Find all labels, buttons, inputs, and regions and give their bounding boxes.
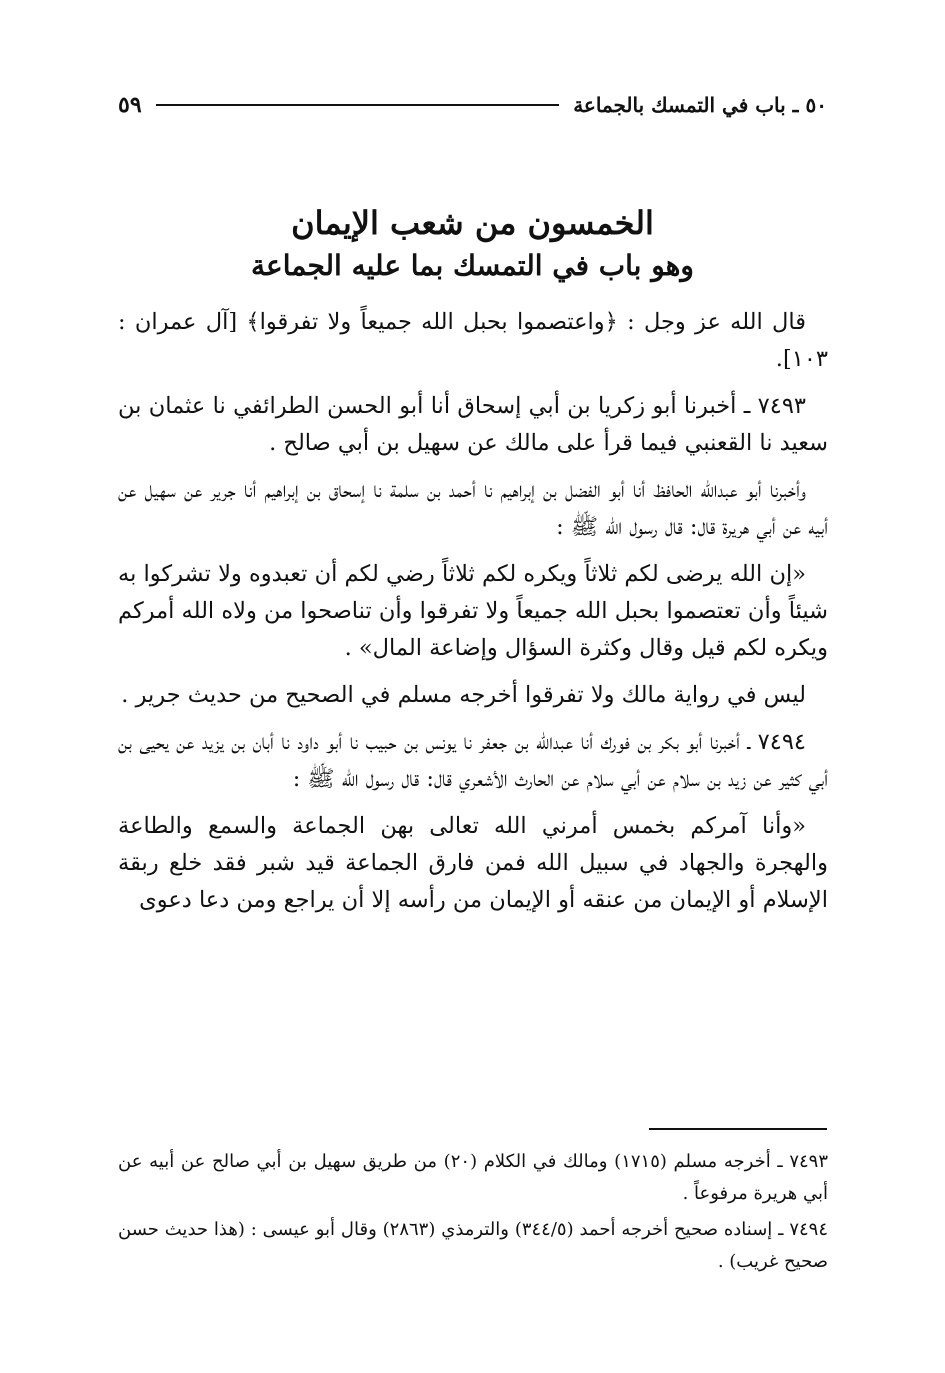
header-rule bbox=[156, 104, 560, 106]
main-title: الخمسون من شعب الإيمان bbox=[291, 204, 654, 242]
footnote: ٧٤٩٤ ـ إسناده صحيح أخرجه أحمد (٣٤٤/٥) والترمذي (٢٨٦٣) وقال أبو عيسى : (هذا حديث حسن صحيح غريب) . bbox=[118, 1219, 828, 1272]
paragraph: ليس في رواية مالك ولا تفرقوا أخرجه مسلم في الصحيح من حديث جرير . bbox=[121, 682, 806, 708]
section-titles bbox=[118, 200, 827, 286]
paragraph: قال الله عز وجل : ﴿واعتصموا بحبل الله جميعاً ولا تفرقوا﴾ [آل عمران : ١٠٣]. bbox=[118, 309, 828, 372]
chapter-title: ٥٠ ـ باب في التمسك بالجماعة bbox=[573, 93, 827, 117]
body-text bbox=[118, 304, 828, 929]
running-header bbox=[118, 88, 827, 122]
footnote-separator bbox=[649, 1128, 827, 1130]
paragraph: وأخبرنا أبو عبدالله الحافظ أنا أبو الفضل بن إبراهيم نا أحمد بن سلمة نا إسحاق بن إبراهيم أنا جرير عن سهيل عن أبيه عن أبي هريرة قال: قال رسول الله ﷺ : bbox=[118, 477, 828, 540]
paragraph: «وأنا آمركم بخمس أمرني الله تعالى بهن الجماعة والسمع والطاعة والهجرة والجهاد في سبيل الله فمن فارق الجماعة قيد شبر فقد خلع ربقة الإسلام أو الإيمان من عنقه أو الإيمان من رأسه إلا أن يراجع ومن دعا دعوى bbox=[118, 813, 828, 913]
paragraph: ٧٤٩٣ ـ أخبرنا أبو زكريا بن أبي إسحاق أنا أبو الحسن الطرائفي نا عثمان بن سعيد نا القعنبي فيما قرأ على مالك عن سهيل بن أبي صالح . bbox=[118, 393, 828, 456]
sub-title: وهو باب في التمسك بما عليه الجماعة bbox=[251, 249, 694, 282]
page-number: ٥٩ bbox=[118, 92, 142, 118]
paragraph: ٧٤٩٤ ـ أخبرنا أبو بكر بن فورك أنا عبدالله بن جعفر نا يونس بن حبيب نا أبو داود نا أبان بن يزيد عن يحيى بن أبي كثير عن زيد بن سلام عن أبي سلام عن الحارث الأشعري قال: قال رسول الله ﷺ : bbox=[118, 729, 828, 792]
paragraph: «إن الله يرضى لكم ثلاثاً ويكره لكم ثلاثاً رضي لكم أن تعبدوه ولا تشركوا به شيئاً وأن تعتصموا بحبل الله جميعاً ولا تفرقوا وأن تناصحوا من ولاه الله أمركم ويكره لكم قيل وقال وكثرة السؤال وإضاعة المال» . bbox=[118, 561, 828, 661]
footnotes bbox=[118, 1146, 828, 1282]
footnote: ٧٤٩٣ ـ أخرجه مسلم (١٧١٥) ومالك في الكلام (٢٠) من طريق سهيل بن أبي صالح عن أبيه عن أبي هريرة مرفوعاً . bbox=[118, 1151, 828, 1204]
